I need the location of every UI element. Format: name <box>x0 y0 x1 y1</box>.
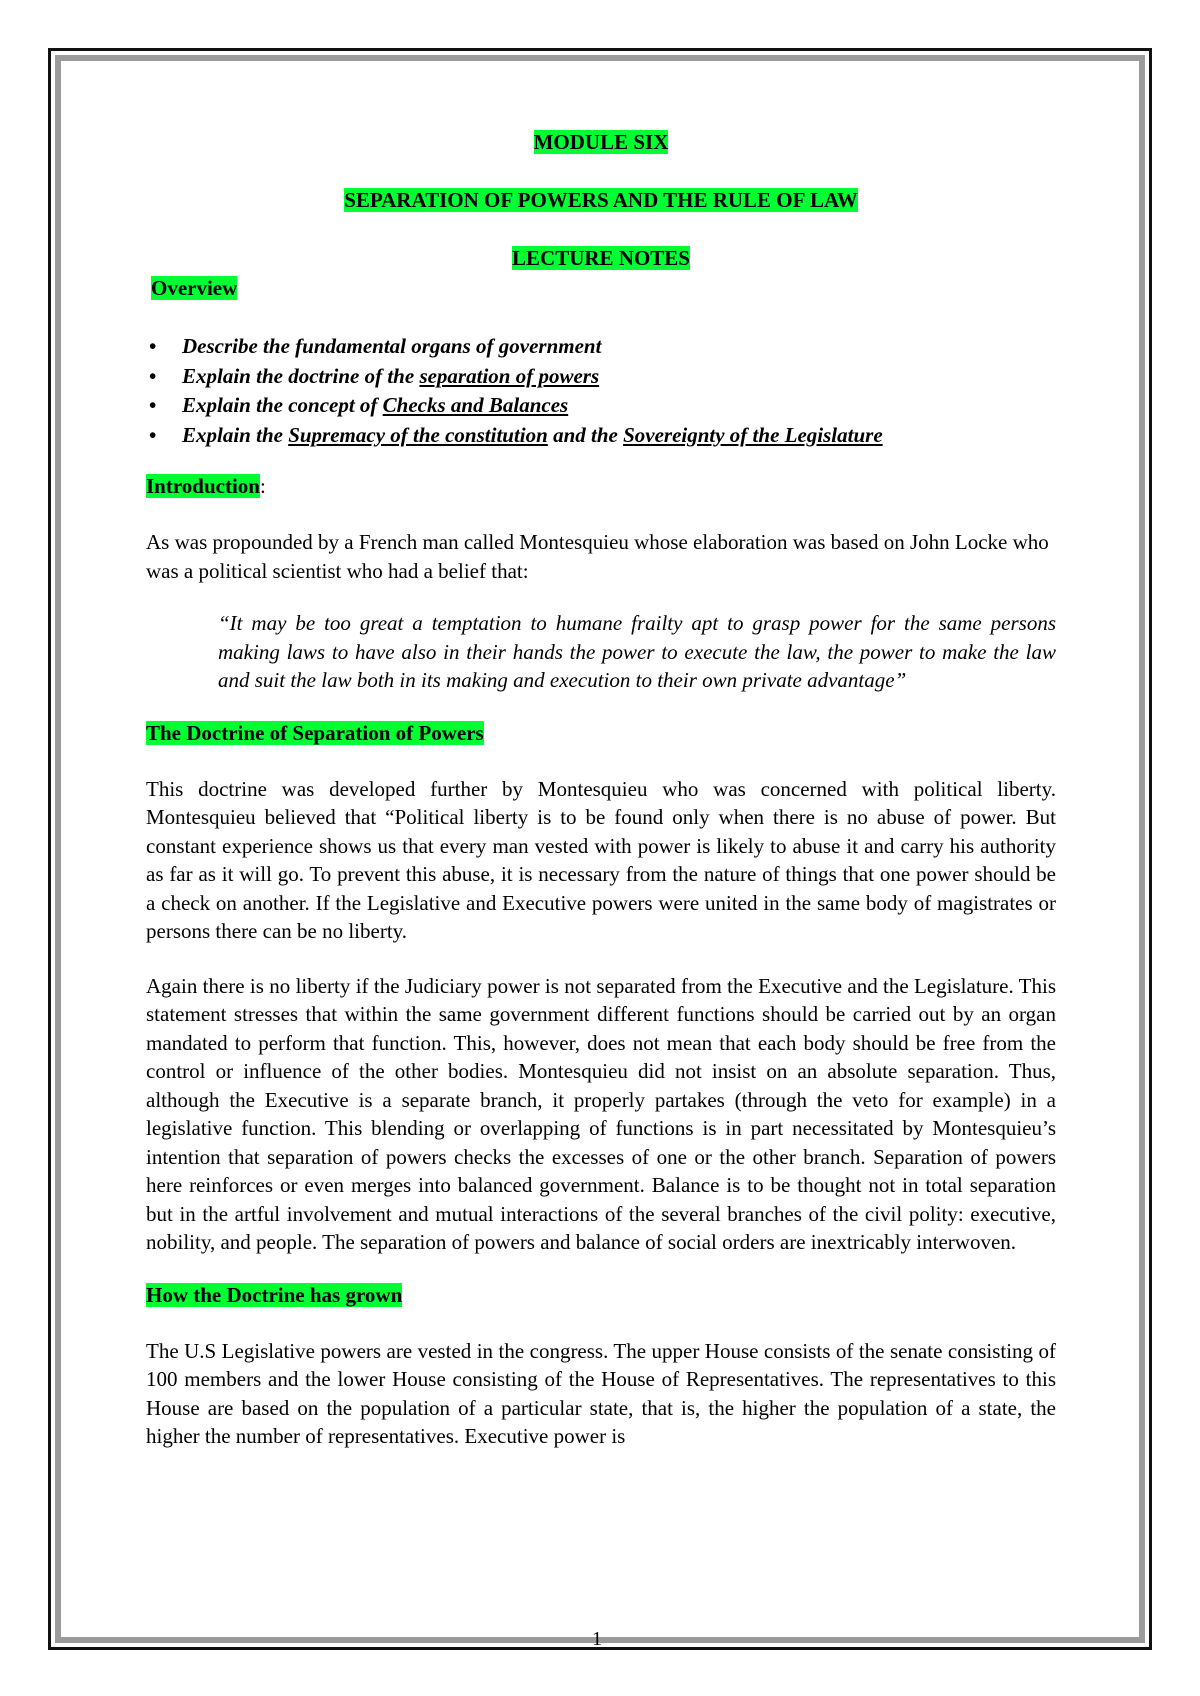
introduction-heading: Introduction: <box>146 474 266 498</box>
module-title: MODULE SIX <box>533 130 669 154</box>
doctrine-heading: The Doctrine of Separation of Powers <box>146 720 484 745</box>
objectives-list <box>146 332 1056 450</box>
locke-quote: “It may be too great a temptation to humane frailty apt to grasp power for the same persons making laws to have also in their hands the power to execute the law, the power to make the law and suit the law both in its making and execution to their own private advantage” <box>218 611 1056 692</box>
overview-heading: Overview <box>151 276 238 300</box>
growth-paragraph: The U.S Legislative powers are vested in the congress. The upper House consists of the senate consisting of 100 members and the lower House consisting of the House of Representatives. The representatives to this House are based on the population of a particular state, that is, the higher the population of a state, the higher the number of representatives. Executive power is <box>146 1338 1056 1448</box>
bullet-icon: • <box>149 363 157 388</box>
list-item: • Explain the concept of Checks and Balances <box>146 391 1056 421</box>
doctrine-paragraph-1: This doctrine was developed further by Montesquieu who was concerned with political liberty. Montesquieu believed that “Political liberty is to be found only when there is no abuse of power. But constant experience shows us that every man vested with power is likely to abuse it and carry his authority as far as it will go. To prevent this abuse, it is necessary from the nature of things that one power should be a check on another. If the Legislative and Executive powers were united in the same body of magistrates or persons there can be no liberty. <box>146 776 1056 943</box>
list-item: • Describe the fundamental organs of government <box>146 332 1056 362</box>
bullet-icon: • <box>149 393 157 417</box>
page-number: 1 <box>592 1628 602 1650</box>
growth-heading: How the Doctrine has grown <box>146 1282 403 1307</box>
document-body <box>146 128 1056 1451</box>
lecture-notes-title: LECTURE NOTES <box>512 246 690 270</box>
bullet-icon: • <box>149 422 157 447</box>
introduction-paragraph: As was propounded by a French man called Montesquieu whose elaboration was based on John Locke who was a political scientist who had a belief that: <box>146 530 1049 583</box>
topic-title: SEPARATION OF POWERS AND THE RULE OF LAW <box>344 188 858 212</box>
list-item: • Explain the Supremacy of the constitution and the Sovereignty of the Legislature <box>146 421 1056 451</box>
list-item: • Explain the doctrine of the separation of powers <box>146 362 1056 392</box>
doctrine-paragraph-2: Again there is no liberty if the Judiciary power is not separated from the Executive and the Legislature. This statement stresses that within the same government different functions should be carried out by an organ mandated to perform that function. This, however, does not mean that each body should be free from the control or influence of the other bodies. Montesquieu did not insist on an absolute separation. Thus, although the Executive is a separate branch, it properly partakes (through the veto for example) in a legislative function. This blending or overlapping of functions is in part necessitated by Montesquieu’s intention that separation of powers checks the excesses of one or the other branch. Separation of powers here reinforces or even merges into balanced government. Balance is to be thought not in total separation but in the artful involvement and mutual interactions of the several branches of the civil polity: executive, nobility, and people. The separation of powers and balance of social orders are inextricably interwoven. <box>146 973 1056 1254</box>
bullet-icon: • <box>149 334 157 358</box>
